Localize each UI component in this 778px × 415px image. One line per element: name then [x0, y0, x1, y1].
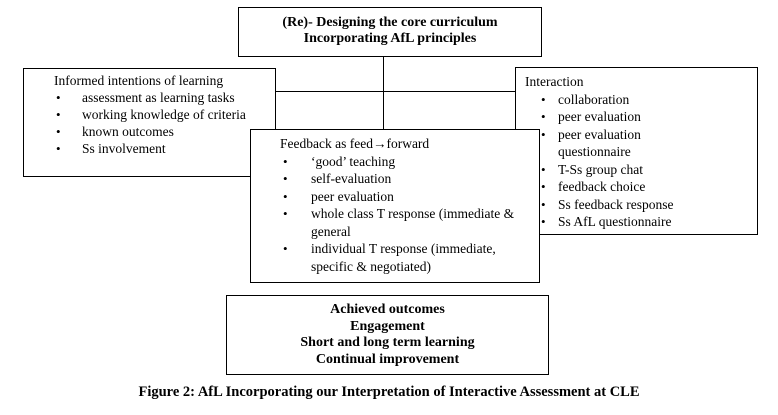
- list-item: • Ss involvement: [54, 140, 275, 157]
- list-item: • ‘good’ teaching: [283, 153, 539, 171]
- feedback-title: [280, 135, 539, 153]
- list-item: • T-Ss group chat: [525, 161, 757, 179]
- list-item: • whole class T response (immediate & general: [283, 205, 539, 240]
- curriculum-design-box: [238, 7, 542, 57]
- arrow-right-icon: →: [372, 136, 387, 151]
- interaction-list: [525, 91, 757, 231]
- interaction-box: [515, 67, 758, 235]
- list-item: • feedback choice: [525, 178, 757, 196]
- feedback-title-suffix: forward: [386, 136, 430, 151]
- list-item: • peer evaluation: [525, 108, 757, 126]
- outcome-line: Engagement: [350, 318, 425, 334]
- outcome-line: Achieved outcomes: [330, 302, 445, 317]
- list-item: • peer evaluation: [283, 188, 539, 206]
- list-item: • Ss feedback response: [525, 196, 757, 214]
- list-item: • known outcomes: [54, 123, 275, 140]
- feedback-list: [283, 153, 539, 276]
- interaction-title: Interaction: [525, 74, 584, 89]
- list-item: • collaboration: [525, 91, 757, 109]
- outcome-line: Continual improvement: [315, 351, 460, 367]
- outcomes-box: [226, 295, 549, 375]
- vertical-connector: [383, 57, 384, 130]
- feedback-box: [250, 129, 540, 283]
- horizontal-connector: [276, 91, 515, 92]
- learning-intentions-box: [23, 68, 276, 177]
- list-item: • Ss AfL questionnaire: [525, 213, 757, 231]
- curriculum-title-line1: (Re)- Designing the core curriculum: [282, 15, 498, 30]
- learning-intentions-title: Informed intentions of learning: [54, 73, 224, 88]
- list-item: • working knowledge of criteria: [54, 106, 275, 123]
- list-item: • individual T response (immediate, specific & negotiated): [283, 240, 539, 275]
- outcome-line: Short and long term learning: [300, 335, 475, 350]
- list-item: • self-evaluation: [283, 170, 539, 188]
- list-item: • peer evaluation questionnaire: [525, 126, 670, 161]
- feedback-title-prefix: Feedback as feed: [280, 136, 373, 151]
- curriculum-title-line2: Incorporating AfL principles: [303, 31, 477, 46]
- figure-caption: Figure 2: AfL Incorporating our Interpretation of Interactive Assessment at CLE: [138, 384, 640, 400]
- learning-intentions-list: [54, 89, 275, 157]
- list-item: • assessment as learning tasks: [54, 89, 275, 106]
